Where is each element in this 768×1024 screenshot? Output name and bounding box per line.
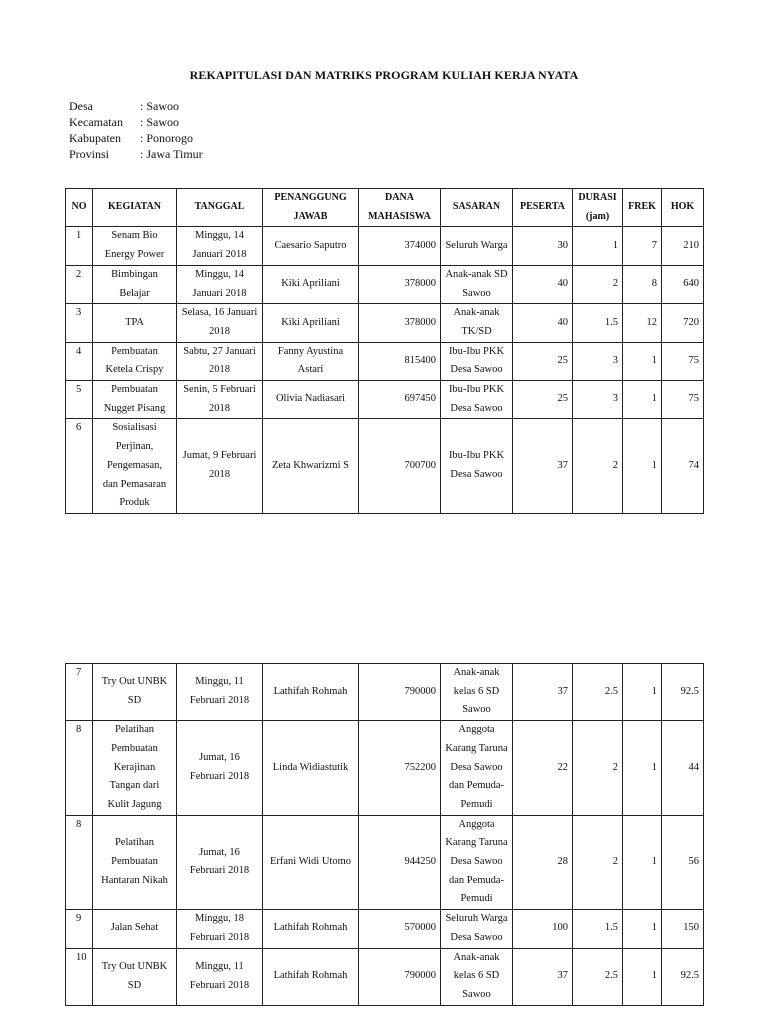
cell-penanggung-jawab xyxy=(263,815,359,910)
cell-line: Belajar xyxy=(119,287,150,299)
cell-line: dan Pemasaran xyxy=(102,478,167,490)
cell-frek: 1 xyxy=(623,342,662,380)
cell-peserta: 37 xyxy=(513,664,573,721)
cell-peserta: 28 xyxy=(513,815,573,910)
cell-line: Tangan dari xyxy=(109,780,160,792)
cell-line: Lathifah Rohmah xyxy=(273,922,348,934)
program-table-page-1 xyxy=(65,188,704,514)
cell-no: 6 xyxy=(66,419,93,514)
cell-line: Desa Sawoo xyxy=(450,931,503,943)
cell-dana: 700700 xyxy=(359,419,441,514)
cell-dana: 815400 xyxy=(359,342,441,380)
table-row xyxy=(66,227,704,265)
cell-hok: 56 xyxy=(662,815,704,910)
cell-frek: 1 xyxy=(623,419,662,514)
cell-frek: 1 xyxy=(623,910,662,948)
cell-durasi: 2.5 xyxy=(573,664,623,721)
cell-no: 8 xyxy=(66,815,93,910)
cell-dana: 790000 xyxy=(359,948,441,1005)
cell-tanggal xyxy=(177,419,263,514)
cell-penanggung-jawab xyxy=(263,664,359,721)
cell-line: Karang Taruna xyxy=(445,837,508,849)
cell-line: 2018 xyxy=(209,325,230,337)
cell-line: Pembuatan xyxy=(111,384,158,396)
cell-hok: 75 xyxy=(662,342,704,380)
table-row xyxy=(66,948,704,1005)
cell-line: 2018 xyxy=(209,402,230,414)
cell-peserta: 22 xyxy=(513,721,573,816)
cell-line: Try Out UNBK xyxy=(101,960,168,972)
cell-line: TPA xyxy=(125,316,144,328)
cell-line: Ibu-Ibu PKK xyxy=(448,345,505,357)
cell-line: Desa Sawoo xyxy=(450,364,503,376)
info-row-desa xyxy=(69,98,203,114)
cell-line: Anak-anak xyxy=(453,307,500,319)
cell-durasi: 2 xyxy=(573,815,623,910)
cell-kegiatan xyxy=(93,910,177,948)
cell-line: Pengemasan, xyxy=(106,459,163,471)
cell-line: Januari 2018 xyxy=(192,287,247,299)
cell-line: Perjinan, xyxy=(115,441,154,453)
cell-frek: 12 xyxy=(623,304,662,342)
cell-line: Kerajinan xyxy=(113,761,156,773)
cell-kegiatan xyxy=(93,721,177,816)
header-line: (jam) xyxy=(585,210,610,222)
cell-tanggal xyxy=(177,342,263,380)
cell-hok: 92.5 xyxy=(662,664,704,721)
cell-line: Januari 2018 xyxy=(192,249,247,261)
cell-hok: 74 xyxy=(662,419,704,514)
cell-tanggal xyxy=(177,265,263,303)
cell-penanggung-jawab xyxy=(263,381,359,419)
cell-line: Minggu, 14 xyxy=(194,268,244,280)
cell-line: Pembuatan xyxy=(111,742,158,754)
document-title: REKAPITULASI DAN MATRIKS PROGRAM KULIAH KERJA NYATA xyxy=(189,68,579,82)
cell-penanggung-jawab xyxy=(263,304,359,342)
table-row xyxy=(66,265,704,303)
cell-penanggung-jawab xyxy=(263,419,359,514)
cell-frek: 1 xyxy=(623,948,662,1005)
info-label: Provinsi xyxy=(69,147,110,161)
cell-tanggal xyxy=(177,381,263,419)
table-header-row xyxy=(66,189,704,227)
cell-tanggal xyxy=(177,721,263,816)
cell-tanggal xyxy=(177,948,263,1005)
cell-line: 2018 xyxy=(209,364,230,376)
cell-line: Astari xyxy=(297,364,324,376)
cell-line: Februari 2018 xyxy=(189,931,250,943)
cell-line: Minggu, 14 xyxy=(194,230,244,242)
cell-peserta: 25 xyxy=(513,381,573,419)
cell-sasaran xyxy=(441,664,513,721)
cell-hok: 640 xyxy=(662,265,704,303)
cell-no: 5 xyxy=(66,381,93,419)
cell-line: Senin, 5 Februari xyxy=(183,384,256,396)
cell-line: Desa Sawoo xyxy=(450,402,503,414)
cell-line: Minggu, 11 xyxy=(195,960,244,972)
cell-line: Seluruh Warga xyxy=(445,913,508,925)
cell-line: Lathifah Rohmah xyxy=(273,970,348,982)
cell-line: Ketela Crispy xyxy=(105,364,164,376)
cell-durasi: 2 xyxy=(573,419,623,514)
header-line: PENANGGUNG xyxy=(274,192,347,203)
header-dana xyxy=(359,189,441,227)
cell-line: kelas 6 SD xyxy=(453,685,500,697)
header-penanggung-jawab xyxy=(263,189,359,227)
cell-line: Desa Sawoo xyxy=(450,761,503,773)
cell-durasi: 2 xyxy=(573,721,623,816)
cell-line: Senam Bio xyxy=(111,230,158,242)
cell-peserta: 25 xyxy=(513,342,573,380)
cell-penanggung-jawab xyxy=(263,948,359,1005)
cell-dana: 570000 xyxy=(359,910,441,948)
info-value: : Sawoo xyxy=(140,99,179,113)
cell-sasaran xyxy=(441,304,513,342)
header-sasaran: SASARAN xyxy=(441,189,513,227)
cell-line: Energy Power xyxy=(104,249,165,261)
cell-frek: 1 xyxy=(623,664,662,721)
cell-no: 10 xyxy=(66,948,93,1005)
cell-line: Pembuatan xyxy=(111,345,158,357)
cell-line: Sawoo xyxy=(462,287,491,299)
table-row xyxy=(66,342,704,380)
cell-hok: 150 xyxy=(662,910,704,948)
cell-line: Jumat, 9 Februari xyxy=(182,450,257,462)
cell-penanggung-jawab xyxy=(263,342,359,380)
cell-line: Februari 2018 xyxy=(189,695,250,707)
cell-penanggung-jawab xyxy=(263,265,359,303)
table-row xyxy=(66,381,704,419)
info-row-kabupaten xyxy=(69,130,203,146)
cell-line: Kulit Jagung xyxy=(107,798,162,810)
cell-line: Anak-anak SD xyxy=(445,268,508,280)
cell-tanggal xyxy=(177,227,263,265)
program-table-page-2 xyxy=(65,663,704,1006)
cell-peserta: 40 xyxy=(513,265,573,303)
table-row xyxy=(66,815,704,910)
cell-frek: 8 xyxy=(623,265,662,303)
header-tanggal: TANGGAL xyxy=(177,189,263,227)
cell-line: Hantaran Nikah xyxy=(101,874,168,886)
cell-hok: 210 xyxy=(662,227,704,265)
cell-peserta: 37 xyxy=(513,419,573,514)
cell-sasaran xyxy=(441,342,513,380)
cell-durasi: 2.5 xyxy=(573,948,623,1005)
info-value: : Jawa Timur xyxy=(140,147,203,161)
cell-line: Pelatihan xyxy=(114,837,155,849)
cell-sasaran xyxy=(441,815,513,910)
cell-line: Zeta Khwarizmi S xyxy=(272,459,349,471)
cell-no: 2 xyxy=(66,265,93,303)
header-line: MAHASISWA xyxy=(368,210,431,222)
cell-line: Pembuatan xyxy=(111,856,158,868)
cell-kegiatan xyxy=(93,381,177,419)
cell-kegiatan xyxy=(93,227,177,265)
cell-peserta: 37 xyxy=(513,948,573,1005)
table-row xyxy=(66,419,704,514)
cell-kegiatan xyxy=(93,815,177,910)
cell-dana: 790000 xyxy=(359,664,441,721)
cell-line: Anak-anak xyxy=(453,667,500,678)
cell-tanggal xyxy=(177,815,263,910)
cell-line: Kiki Apriliani xyxy=(281,278,340,290)
cell-no: 8 xyxy=(66,721,93,816)
header-durasi xyxy=(573,189,623,227)
cell-dana: 752200 xyxy=(359,721,441,816)
cell-durasi: 1.5 xyxy=(573,304,623,342)
cell-kegiatan xyxy=(93,342,177,380)
cell-line: Sosialisasi xyxy=(112,422,157,434)
info-row-kecamatan xyxy=(69,114,203,130)
cell-line: Kiki Apriliani xyxy=(281,316,340,328)
cell-line: Pelatihan xyxy=(114,724,155,736)
info-label: Kabupaten xyxy=(69,131,121,145)
cell-line: Try Out UNBK xyxy=(101,676,168,688)
cell-dana: 374000 xyxy=(359,227,441,265)
cell-line: Anggota xyxy=(458,724,495,736)
cell-tanggal xyxy=(177,664,263,721)
cell-line: Fanny Ayustina xyxy=(277,345,344,357)
cell-sasaran xyxy=(441,227,513,265)
cell-line: Minggu, 18 xyxy=(194,913,244,925)
cell-frek: 1 xyxy=(623,381,662,419)
cell-line: Karang Taruna xyxy=(445,742,508,754)
cell-sasaran xyxy=(441,381,513,419)
cell-line: Minggu, 11 xyxy=(195,676,244,688)
header-line: DANA xyxy=(385,192,414,203)
cell-line: Jumat, 16 xyxy=(199,846,240,858)
cell-sasaran xyxy=(441,419,513,514)
cell-frek: 1 xyxy=(623,721,662,816)
cell-durasi: 3 xyxy=(573,381,623,419)
cell-line: Desa Sawoo xyxy=(450,856,503,868)
cell-tanggal xyxy=(177,910,263,948)
cell-durasi: 3 xyxy=(573,342,623,380)
header-no: NO xyxy=(66,189,93,227)
cell-line: Caesario Saputro xyxy=(274,239,347,251)
cell-line: Ibu-Ibu PKK xyxy=(448,384,505,396)
cell-dana: 378000 xyxy=(359,304,441,342)
table-row xyxy=(66,304,704,342)
cell-dana: 697450 xyxy=(359,381,441,419)
cell-no: 4 xyxy=(66,342,93,380)
table-row xyxy=(66,664,704,721)
cell-line: Bimbingan xyxy=(111,268,158,280)
cell-line: Februari 2018 xyxy=(189,865,250,877)
info-value: : Ponorogo xyxy=(140,131,194,145)
cell-line: SD xyxy=(127,695,142,707)
cell-no: 9 xyxy=(66,910,93,948)
cell-hok: 44 xyxy=(662,721,704,816)
cell-durasi: 1 xyxy=(573,227,623,265)
cell-line: TK/SD xyxy=(461,325,492,337)
cell-sasaran xyxy=(441,721,513,816)
cell-line: Jumat, 16 xyxy=(199,752,240,764)
cell-line: Pemudi xyxy=(460,893,493,905)
header-frek: FREK xyxy=(623,189,662,227)
cell-peserta: 40 xyxy=(513,304,573,342)
cell-line: Olivia Nadiasari xyxy=(275,393,346,405)
cell-kegiatan xyxy=(93,304,177,342)
cell-sasaran xyxy=(441,265,513,303)
cell-line: Februari 2018 xyxy=(189,979,250,991)
cell-line: dan Pemuda- xyxy=(448,780,505,792)
cell-line: Pemudi xyxy=(460,798,493,810)
cell-hok: 720 xyxy=(662,304,704,342)
cell-line: kelas 6 SD xyxy=(453,970,500,982)
info-label: Desa xyxy=(69,99,93,113)
cell-line: Seluruh Warga xyxy=(445,239,508,251)
cell-line: Linda Widiastutik xyxy=(272,761,349,773)
cell-penanggung-jawab xyxy=(263,227,359,265)
cell-peserta: 30 xyxy=(513,227,573,265)
info-row-provinsi xyxy=(69,146,203,162)
cell-kegiatan xyxy=(93,265,177,303)
table-row xyxy=(66,910,704,948)
info-label: Kecamatan xyxy=(69,115,123,129)
cell-line: Produk xyxy=(119,497,150,509)
cell-dana: 378000 xyxy=(359,265,441,303)
cell-line: Nugget Pisang xyxy=(103,402,166,414)
header-line: JAWAB xyxy=(293,210,328,222)
cell-hok: 92.5 xyxy=(662,948,704,1005)
cell-line: 2018 xyxy=(209,469,230,481)
cell-durasi: 2 xyxy=(573,265,623,303)
cell-penanggung-jawab xyxy=(263,721,359,816)
cell-tanggal xyxy=(177,304,263,342)
cell-no: 7 xyxy=(66,664,93,721)
cell-peserta: 100 xyxy=(513,910,573,948)
cell-sasaran xyxy=(441,910,513,948)
header-hok: HOK xyxy=(662,189,704,227)
cell-line: Sabtu, 27 Januari xyxy=(183,345,256,357)
cell-line: Lathifah Rohmah xyxy=(273,685,348,697)
cell-kegiatan xyxy=(93,419,177,514)
cell-kegiatan xyxy=(93,948,177,1005)
cell-line: Ibu-Ibu PKK xyxy=(448,450,505,462)
header-peserta: PESERTA xyxy=(513,189,573,227)
cell-line: Selasa, 16 Januari xyxy=(181,307,258,319)
location-info xyxy=(69,98,203,162)
cell-line: Anggota xyxy=(458,818,495,830)
cell-dana: 944250 xyxy=(359,815,441,910)
cell-durasi: 1.5 xyxy=(573,910,623,948)
cell-frek: 1 xyxy=(623,815,662,910)
cell-line: Sawoo xyxy=(462,704,491,716)
cell-line: Februari 2018 xyxy=(189,770,250,782)
cell-line: dan Pemuda- xyxy=(448,874,505,886)
cell-line: Erfani Widi Utomo xyxy=(269,856,352,868)
cell-penanggung-jawab xyxy=(263,910,359,948)
cell-line: Anak-anak xyxy=(453,951,500,963)
table-row xyxy=(66,721,704,816)
header-line: DURASI xyxy=(578,192,617,203)
cell-hok: 75 xyxy=(662,381,704,419)
header-kegiatan: KEGIATAN xyxy=(93,189,177,227)
cell-line: Sawoo xyxy=(462,988,491,1000)
cell-line: SD xyxy=(127,979,142,991)
cell-frek: 7 xyxy=(623,227,662,265)
cell-no: 1 xyxy=(66,227,93,265)
cell-no: 3 xyxy=(66,304,93,342)
cell-sasaran xyxy=(441,948,513,1005)
info-value: : Sawoo xyxy=(140,115,179,129)
cell-line: Desa Sawoo xyxy=(450,469,503,481)
cell-kegiatan xyxy=(93,664,177,721)
cell-line: Jalan Sehat xyxy=(110,922,159,934)
